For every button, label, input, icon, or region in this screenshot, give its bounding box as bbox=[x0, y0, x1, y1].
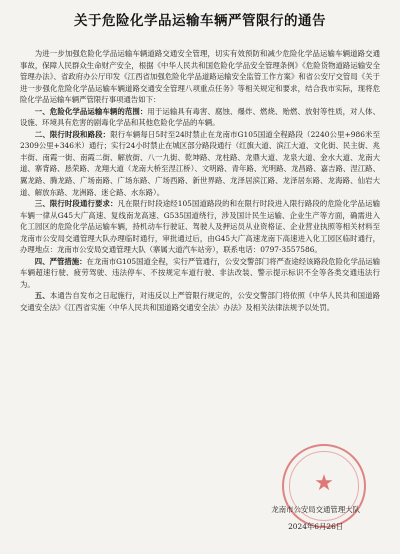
section-2 bbox=[20, 129, 380, 198]
section-5-heading: 五、 bbox=[34, 291, 50, 301]
notice-body bbox=[20, 48, 380, 314]
seal-star-icon: ★ bbox=[314, 471, 334, 496]
section-4-heading: 四、严管措施： bbox=[34, 256, 87, 266]
section-1-text: 用于运输具有毒害、腐蚀、爆炸、燃烧、贻燃、放射等性质，对人体、设施、环境具有危害的剧毒化学品和其他危险化学品的车辆。 bbox=[20, 106, 380, 128]
section-3-heading: 三、限行时段通行要求： bbox=[34, 199, 118, 209]
section-5-text: 本通告自发布之日起施行，对违反以上严管限行规定的，公安交警部门将依照《中华人民共和国道路交通安全法》《江西省实施〈中华人民共和国道路交通安全法〉办法》及相关法律法规予以处罚。 bbox=[20, 291, 380, 313]
section-2-text: 限行车辆每日5时至24时禁止在龙南市G105国道全程路段（2240公里+986米至2309公里+346米）通行；实行24小时禁止在城区部分路段通行（红旗大道、滨江大道、文化街、民主街、兆丰街、南霞一街、南霞二街、解放街、八一九街、乾坤路、龙柱路、龙鼎大道、龙泉大道、金水大道、龙南大道、寨背路、恳荣路、龙翔大道（龙南大桥至涅江桥）、文明路、青年路、光明路、龙昌路、嘉吉路、涅江路、翼龙路、腾龙路、广场南路、广场东路、广场西路、新世界路、龙泽居滨江路、龙泽居东路、龙海路、仙岩大道、解放东路、龙洲路、迷仑路、水东路）。 bbox=[20, 129, 380, 197]
issuer-name: 龙南市公安局交通管理大队 bbox=[271, 505, 360, 514]
section-1 bbox=[20, 106, 380, 129]
section-5 bbox=[20, 290, 380, 313]
notice-title: 关于危险化学品运输车辆严管限行的通告 bbox=[74, 13, 326, 29]
section-2-heading: 二、限行时段和路段： bbox=[34, 129, 111, 139]
section-1-heading: 一、危险化学品运输车辆的范围： bbox=[34, 106, 148, 116]
signature-block bbox=[271, 501, 360, 535]
intro-paragraph: 为进一步加强危险化学品运输车辆道路交通安全管理，切实有效预防和减少危险化学品运输车辆道路交通事故，保障人民群众生命财产安全，根据《中华人民共和国危险化学品安全管理条例》《危险货物道路运输安全管理办法》、省政府办公厅印发《江西省加强危险化学品道路运输安全监管工作方案》和省公安厅交管局《关于进一步强化危险化学品运输车辆道路交通安全管理八项重点任务》等相关规定和要求，结合我市实际，现将危险化学品运输车辆严管限行事项通告如下： bbox=[20, 49, 380, 105]
section-4 bbox=[20, 256, 380, 291]
section-3 bbox=[20, 198, 380, 256]
section-4-text: 在龙南市G105国道全程，实行严管通行，公安交警部门将严查途经该路段危险化学品运输车辆超速行驶、疲劳驾驶、违法停车、不按规定车道行驶、非法改装、警示提示标识不全等各类交通违法行为。 bbox=[20, 256, 381, 289]
section-3-text: 凡在限行时段途经105国道路段的和在限行时段进入限行路段的危险化学品运输车辆一律从G45大广高速、复线南龙高速、G535国道绕行，涉及国计民生运输、企业生产等方面，确需进入化工园区的危险化学品运输车辆，持机动车行驶证、驾驶人及押运员从业资格证、企业营业执照等相关材料至龙南市公安局交通管理大队办理临时通行，审批通过后，由G45大广高速龙南下高速进入化工园区临时通行，办理地点：龙南市公安局交通管理大队（寨属大道汽车站旁），联系电话：0797-3557586。 bbox=[20, 199, 380, 255]
issue-date: 2024年6月26日 bbox=[288, 522, 344, 531]
